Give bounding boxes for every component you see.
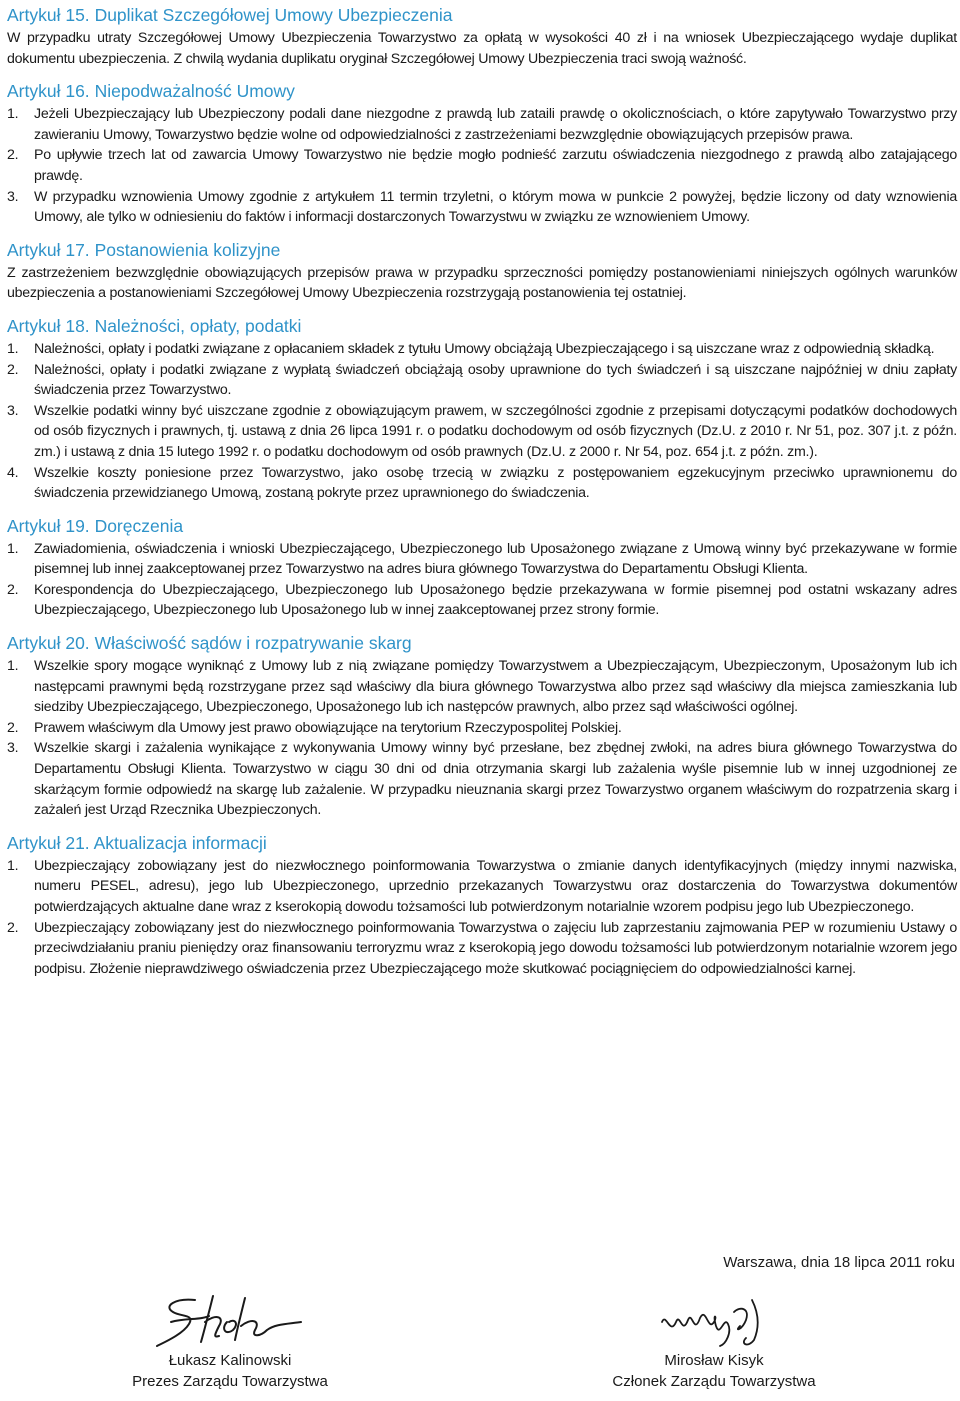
item-number: 1.	[7, 540, 19, 557]
item-number: 3.	[7, 402, 19, 419]
article-items	[7, 656, 957, 821]
item-number: 2.	[7, 719, 19, 736]
article-number: Artykuł 18.	[7, 315, 90, 336]
list-item	[7, 580, 957, 621]
signature-block-member	[586, 1292, 842, 1392]
article-heading	[7, 632, 957, 654]
list-item	[7, 856, 957, 918]
item-number: 1.	[7, 857, 19, 874]
article-title: Aktualizacja informacji	[93, 832, 267, 853]
item-text: Należności, opłaty i podatki związane z opłacaniem składek z tytułu Umowy obciążają Ubezpieczającego i są uiszczane wraz z odpowiednią składką.	[34, 340, 935, 357]
item-text: Ubezpieczający zobowiązany jest do niezwłocznego poinformowania Towarzystwa o zmianie danych identyfikacyjnych (między innymi nazwiska, numeru PESEL, adresu), jego lub Ubezpieczonego, uprzednio przekazanych Towarzystwu oraz dostarczenia do Towarzystwa dokumentów potwierdzających aktualne dane wraz z kserokopią dowodu tożsamości lub potwierdzonym notarialnie wzorem podpisu jego lub Ubezpieczonego.	[34, 857, 957, 915]
article-number: Artykuł 16.	[7, 81, 90, 102]
list-item	[7, 718, 957, 739]
list-item	[7, 104, 957, 145]
article-items	[7, 539, 957, 621]
article-items	[7, 856, 957, 980]
article-items	[7, 104, 957, 228]
item-number: 2.	[7, 581, 19, 598]
item-text: Ubezpieczający zobowiązany jest do niezwłocznego poinformowania Towarzystwa o zajęciu lub zaprzestaniu zajmowania PEP w rozumieniu Ustawy o przeciwdziałaniu praniu pieniędzy oraz finansowaniu terroryzmu wraz z kserokopią jego dowodu tożsamości lub potwierdzonym notarialnie wzorem jego podpisu. Złożenie nieprawdziwego oświadczenia przez Ubezpieczającego może skutkować pociągnięciem do odpowiedzialności karnej.	[34, 919, 957, 977]
signatory-name: Łukasz Kalinowski	[168, 1352, 292, 1369]
item-text: Jeżeli Ubezpieczający lub Ubezpieczony podali dane niezgodne z prawdą lub zataili prawdę o okolicznościach, o które zapytywało Towarzystwo przy zawieraniu Umowy, Towarzystwo będzie wolne od odpowiedzialności z zastrzeżeniami bezwzględnie obowiązujących przepisów prawa.	[34, 106, 957, 143]
list-item	[7, 918, 957, 980]
item-text: Wszelkie skargi i zażalenia wynikające z wykonywania Umowy winny być przesłane, bez zbędnej zwłoki, na adres biura głównego Towarzystwa do Departamentu Obsługi Klienta. Towarzystwo w ciągu 30 dni od dnia otrzymania skargi lub zażalenia wyśle pisemnie lub w innej uzgodnionej ze skarżącym formie odpowiedź na skargę lub zażalenie. W przypadku nieuznania skargi przez Towarzystwo organem właściwym do rozpatrzenia skarg i zażaleń jest Urząd Rzecznika Ubezpieczonych.	[34, 740, 957, 819]
list-item	[7, 656, 957, 718]
item-text: Wszelkie koszty poniesione przez Towarzystwo, jako osobę trzecią w związku z postępowaniem egzekucyjnym przeciwko uprawnionemu do świadczenia przewidzianego Umową, zostaną pokryte przez uprawnionego do świadczenia.	[34, 464, 957, 502]
document-page	[7, 4, 957, 979]
list-item	[7, 738, 957, 820]
article-17	[7, 239, 957, 304]
article-15	[7, 4, 957, 69]
article-number: Artykuł 19.	[7, 515, 90, 536]
place-date-line: Warszawa, dnia 18 lipca 2011 roku	[723, 1254, 955, 1271]
signature-block-president	[110, 1292, 350, 1392]
article-paragraph: W przypadku utraty Szczegółowej Umowy Ubezpieczenia Towarzystwo za opłatą w wysokości 40 zł i na wniosek Ubezpieczającego wydaje duplikat dokumentu ubezpieczenia. Z chwilą wydania duplikatu oryginał Szczegółowej Umowy Ubezpieczenia traci swoją ważność.	[7, 30, 957, 67]
list-item	[7, 401, 957, 463]
item-number: 1.	[7, 658, 19, 675]
item-number: 1.	[7, 340, 19, 357]
signature-image	[654, 1292, 774, 1350]
list-item	[7, 360, 957, 401]
article-title: Niepodważalność Umowy	[94, 81, 295, 102]
article-title: Duplikat Szczegółowej Umowy Ubezpieczenia	[94, 5, 453, 25]
item-number: 3.	[7, 188, 19, 205]
list-item	[7, 145, 957, 186]
item-number: 4.	[7, 464, 19, 481]
signatory-role: Członek Zarządu Towarzystwa	[612, 1373, 816, 1390]
item-text: Prawem właściwym dla Umowy jest prawo obowiązujące na terytorium Rzeczypospolitej Polskiej.	[34, 719, 622, 736]
article-21	[7, 832, 957, 980]
signature-image	[155, 1292, 305, 1350]
article-heading	[7, 515, 957, 537]
list-item	[7, 187, 957, 228]
article-number: Artykuł 17.	[7, 239, 90, 260]
article-18	[7, 315, 957, 504]
item-text: Należności, opłaty i podatki związane z wypłatą świadczeń obciążają osoby uprawnione do tych świadczeń i są uiszczane najpóźniej w dniu zapłaty świadczenia przez Towarzystwo.	[34, 361, 957, 399]
signatory-role: Prezes Zarządu Towarzystwa	[132, 1373, 328, 1390]
item-text: W przypadku wznowienia Umowy zgodnie z artykułem 11 termin trzyletni, o którym mowa w punkcie 2 powyżej, będzie liczony od daty wznowienia Umowy, ale tylko w odniesieniu do faktów i informacji dostarczonych Towarzystwu w związku ze wznowieniem Umowy.	[34, 188, 957, 226]
article-heading	[7, 832, 957, 854]
list-item	[7, 463, 957, 504]
article-number: Artykuł 21.	[7, 832, 90, 853]
article-heading	[7, 80, 957, 102]
article-19	[7, 515, 957, 621]
article-title: Należności, opłaty, podatki	[94, 315, 302, 336]
list-item	[7, 539, 957, 580]
signatory-name: Mirosław Kisyk	[664, 1352, 764, 1369]
article-heading	[7, 4, 957, 26]
item-number: 2.	[7, 361, 19, 378]
article-number: Artykuł 20.	[7, 633, 90, 654]
article-paragraph: Z zastrzeżeniem bezwzględnie obowiązujących przepisów prawa w przypadku sprzeczności pomiędzy postanowieniami niniejszych ogólnych warunków ubezpieczenia a postanowieniami Szczegółowej Umowy Ubezpieczenia rozstrzygają postanowienia tej ostatniej.	[7, 264, 957, 302]
item-number: 3.	[7, 740, 19, 757]
item-text: Wszelkie podatki winny być uiszczane zgodnie z obowiązującym prawem, w szczególności zgodnie z przepisami dotyczącymi podatków dochodowych od osób fizycznych i prawnych, tj. ustawą z dnia 26 lipca 1991 r. o podatku dochodowym od osób fizycznych (Dz.U. z 2010 r. Nr 51, poz. 307 j.t. z późn. zm.) i ustawą z dnia 15 lutego 1992 r. o podatku dochodowym od osób prawnych (Dz.U. z 2000 r. Nr 54, poz. 654 j.t. z późn. zm.).	[34, 402, 957, 460]
article-title: Doręczenia	[94, 515, 184, 536]
item-text: Wszelkie spory mogące wyniknąć z Umowy lub z nią związane pomiędzy Towarzystwem a Ubezpieczającym, Ubezpieczonym, Uposażonym lub ich następcami prawnymi będą rozstrzygane przez sąd właściwy dla biura głównego Towarzystwa albo przez sąd właściwy dla miejsca zamieszkania lub siedziby Ubezpieczającego, Ubezpieczonego, Uposażonego lub ich następców prawnych, albo przez sąd właściwości ogólnej.	[34, 658, 957, 716]
item-text: Po upływie trzech lat od zawarcia Umowy Towarzystwo nie będzie mogło podnieść zarzutu oświadczenia niezgodnego z prawdą albo zatajającego prawdę.	[34, 147, 957, 184]
article-heading	[7, 239, 957, 261]
article-20	[7, 632, 957, 821]
item-number: 1.	[7, 106, 19, 123]
article-number: Artykuł 15.	[7, 5, 90, 25]
article-16	[7, 80, 957, 228]
item-number: 2.	[7, 147, 19, 164]
article-title: Właściwość sądów i rozpatrywanie skarg	[94, 633, 412, 654]
item-number: 2.	[7, 919, 19, 936]
item-text: Zawiadomienia, oświadczenia i wnioski Ubezpieczającego, Ubezpieczonego lub Uposażonego związane z Umową winny być przekazywane w formie pisemnej lub innej zaakceptowanej przez Towarzystwo na adres biura głównego Towarzystwa do Departamentu Obsługi Klienta.	[34, 540, 957, 578]
article-heading	[7, 315, 957, 337]
list-item	[7, 339, 957, 360]
item-text: Korespondencja do Ubezpieczającego, Ubezpieczonego lub Uposażonego będzie przekazywana w formie pisemnej pod ostatni wskazany adres Ubezpieczającego, Ubezpieczonego lub Uposażonego lub w innej zaakceptowanej przez strony formie.	[34, 581, 957, 619]
article-title: Postanowienia kolizyjne	[94, 239, 281, 260]
article-items	[7, 339, 957, 504]
